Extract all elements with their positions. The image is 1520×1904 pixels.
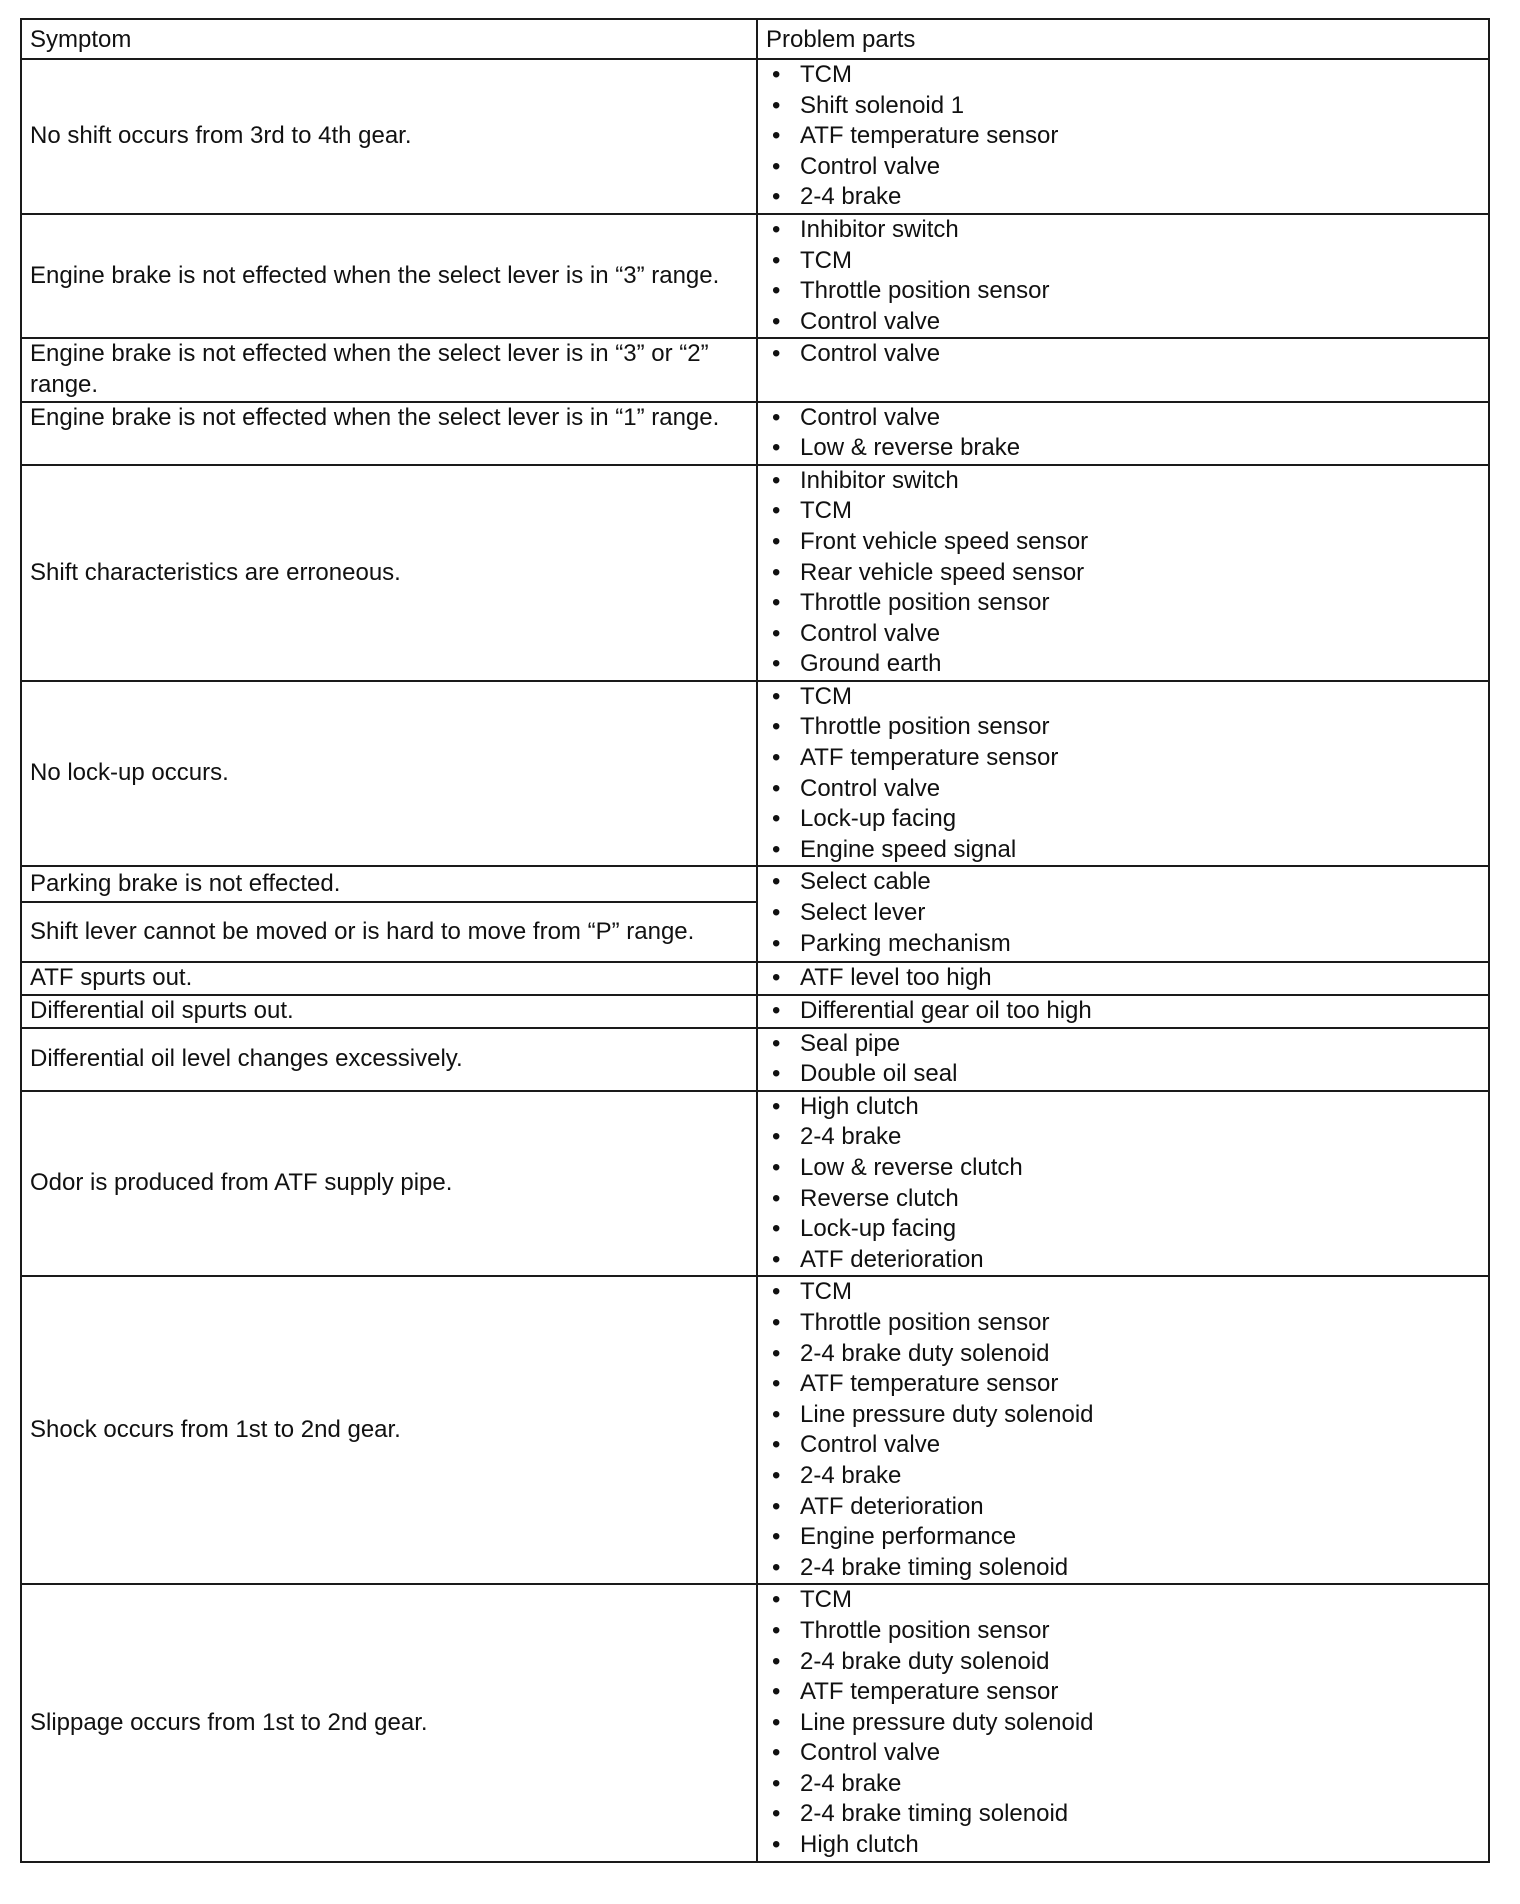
part-item: • Seal pipe	[766, 1029, 1488, 1060]
parts-list	[766, 1585, 1488, 1860]
parts-list	[766, 339, 1488, 370]
part-item: • ATF level too high	[766, 963, 1488, 994]
table-row	[21, 681, 1489, 867]
symptom-cell: Slippage occurs from 1st to 2nd gear.	[21, 1584, 757, 1861]
part-item: • High clutch	[766, 1092, 1488, 1123]
part-item: • Throttle position sensor	[766, 588, 1488, 619]
part-item: • High clutch	[766, 1830, 1488, 1861]
part-item: • Control valve	[766, 774, 1488, 805]
symptom-cell: No lock-up occurs.	[21, 681, 757, 867]
part-item: • Select lever	[766, 898, 1488, 929]
parts-cell	[757, 214, 1489, 338]
part-item: • Shift solenoid 1	[766, 91, 1488, 122]
part-item: • Ground earth	[766, 649, 1488, 680]
parts-cell	[757, 402, 1489, 465]
table-row	[21, 962, 1489, 995]
parts-list	[766, 403, 1488, 464]
parts-cell	[757, 465, 1489, 681]
part-item: • Differential gear oil too high	[766, 996, 1488, 1027]
parts-list	[766, 1029, 1488, 1090]
symptom-cell: Shift characteristics are erroneous.	[21, 465, 757, 681]
parts-list	[766, 215, 1488, 337]
table-row	[21, 59, 1489, 214]
part-item: • Control valve	[766, 152, 1488, 183]
table-row	[21, 1584, 1489, 1861]
symptom-cell: Shift lever cannot be moved or is hard to move from “P” range.	[30, 918, 695, 946]
part-item: • ATF deterioration	[766, 1245, 1488, 1276]
part-item: • TCM	[766, 682, 1488, 713]
table-row	[21, 402, 1489, 465]
part-item: • Select cable	[766, 867, 1488, 898]
header-row	[21, 19, 1489, 59]
part-item: • 2-4 brake timing solenoid	[766, 1799, 1488, 1830]
parts-list	[766, 466, 1488, 680]
part-item: • TCM	[766, 496, 1488, 527]
part-item: • 2-4 brake	[766, 182, 1488, 213]
parts-list	[766, 1092, 1488, 1276]
part-item: • 2-4 brake timing solenoid	[766, 1553, 1488, 1584]
part-item: • Rear vehicle speed sensor	[766, 558, 1488, 589]
parts-list	[766, 996, 1488, 1027]
part-item: • ATF temperature sensor	[766, 1369, 1488, 1400]
part-item: • Control valve	[766, 307, 1488, 338]
part-item: • Line pressure duty solenoid	[766, 1400, 1488, 1431]
symptom-cell-split	[21, 866, 757, 962]
part-item: • Lock-up facing	[766, 804, 1488, 835]
part-item: • Lock-up facing	[766, 1214, 1488, 1245]
part-item: • Control valve	[766, 339, 1488, 370]
parts-cell	[757, 962, 1489, 995]
table-row	[21, 866, 1489, 962]
parts-list	[766, 1277, 1488, 1583]
part-item: • Line pressure duty solenoid	[766, 1708, 1488, 1739]
symptom-cell: Shock occurs from 1st to 2nd gear.	[21, 1276, 757, 1584]
part-item: • Control valve	[766, 403, 1488, 434]
part-item: • 2-4 brake	[766, 1769, 1488, 1800]
parts-cell	[757, 866, 1489, 962]
symptom-cell: Parking brake is not effected.	[22, 867, 756, 903]
parts-cell	[757, 59, 1489, 214]
part-item: • TCM	[766, 1585, 1488, 1616]
part-item: • TCM	[766, 246, 1488, 277]
part-item: • Reverse clutch	[766, 1184, 1488, 1215]
part-item: • TCM	[766, 60, 1488, 91]
symptom-cell: ATF spurts out.	[21, 962, 757, 995]
table-row	[21, 1276, 1489, 1584]
part-item: • 2-4 brake duty solenoid	[766, 1339, 1488, 1370]
parts-list	[766, 682, 1488, 866]
part-item: • Control valve	[766, 619, 1488, 650]
symptom-cell: Engine brake is not effected when the select lever is in “3” range.	[21, 214, 757, 338]
part-item: • ATF temperature sensor	[766, 121, 1488, 152]
table-row	[21, 465, 1489, 681]
parts-cell	[757, 995, 1489, 1028]
symptom-cell: Engine brake is not effected when the select lever is in “3” or “2” range.	[21, 338, 757, 401]
parts-cell	[757, 1276, 1489, 1584]
header-symptom: Symptom	[21, 19, 757, 59]
symptom-cell: Engine brake is not effected when the select lever is in “1” range.	[21, 402, 757, 465]
parts-cell	[757, 1091, 1489, 1277]
part-item: • ATF temperature sensor	[766, 1677, 1488, 1708]
part-item: • Control valve	[766, 1430, 1488, 1461]
part-item: • Engine speed signal	[766, 835, 1488, 866]
header-problem-parts: Problem parts	[757, 19, 1489, 59]
parts-cell	[757, 681, 1489, 867]
part-item: • Control valve	[766, 1738, 1488, 1769]
part-item: • TCM	[766, 1277, 1488, 1308]
table-row	[21, 1028, 1489, 1091]
part-item: • Front vehicle speed sensor	[766, 527, 1488, 558]
part-item: • Throttle position sensor	[766, 1308, 1488, 1339]
part-item: • Inhibitor switch	[766, 466, 1488, 497]
symptom-cell: Odor is produced from ATF supply pipe.	[21, 1091, 757, 1277]
part-item: • 2-4 brake	[766, 1122, 1488, 1153]
symptom-table	[20, 18, 1490, 1863]
part-item: • ATF deterioration	[766, 1492, 1488, 1523]
parts-cell	[757, 1028, 1489, 1091]
part-item: • 2-4 brake	[766, 1461, 1488, 1492]
part-item: • Low & reverse clutch	[766, 1153, 1488, 1184]
symptom-cell: Differential oil level changes excessively.	[21, 1028, 757, 1091]
part-item: • Throttle position sensor	[766, 712, 1488, 743]
parts-list	[766, 867, 1488, 959]
part-item: • Throttle position sensor	[766, 276, 1488, 307]
part-item: • Low & reverse brake	[766, 433, 1488, 464]
part-item: • Parking mechanism	[766, 929, 1488, 960]
symptom-cell: No shift occurs from 3rd to 4th gear.	[21, 59, 757, 214]
parts-list	[766, 60, 1488, 213]
part-item: • Engine performance	[766, 1522, 1488, 1553]
parts-list	[766, 963, 1488, 994]
table-row	[21, 338, 1489, 401]
parts-cell	[757, 1584, 1489, 1861]
part-item: • Inhibitor switch	[766, 215, 1488, 246]
symptom-cell: Differential oil spurts out.	[21, 995, 757, 1028]
table-row	[21, 214, 1489, 338]
parts-cell	[757, 338, 1489, 401]
table-row	[21, 995, 1489, 1028]
table-row	[21, 1091, 1489, 1277]
part-item: • ATF temperature sensor	[766, 743, 1488, 774]
part-item: • Throttle position sensor	[766, 1616, 1488, 1647]
part-item: • Double oil seal	[766, 1059, 1488, 1090]
part-item: • 2-4 brake duty solenoid	[766, 1647, 1488, 1678]
